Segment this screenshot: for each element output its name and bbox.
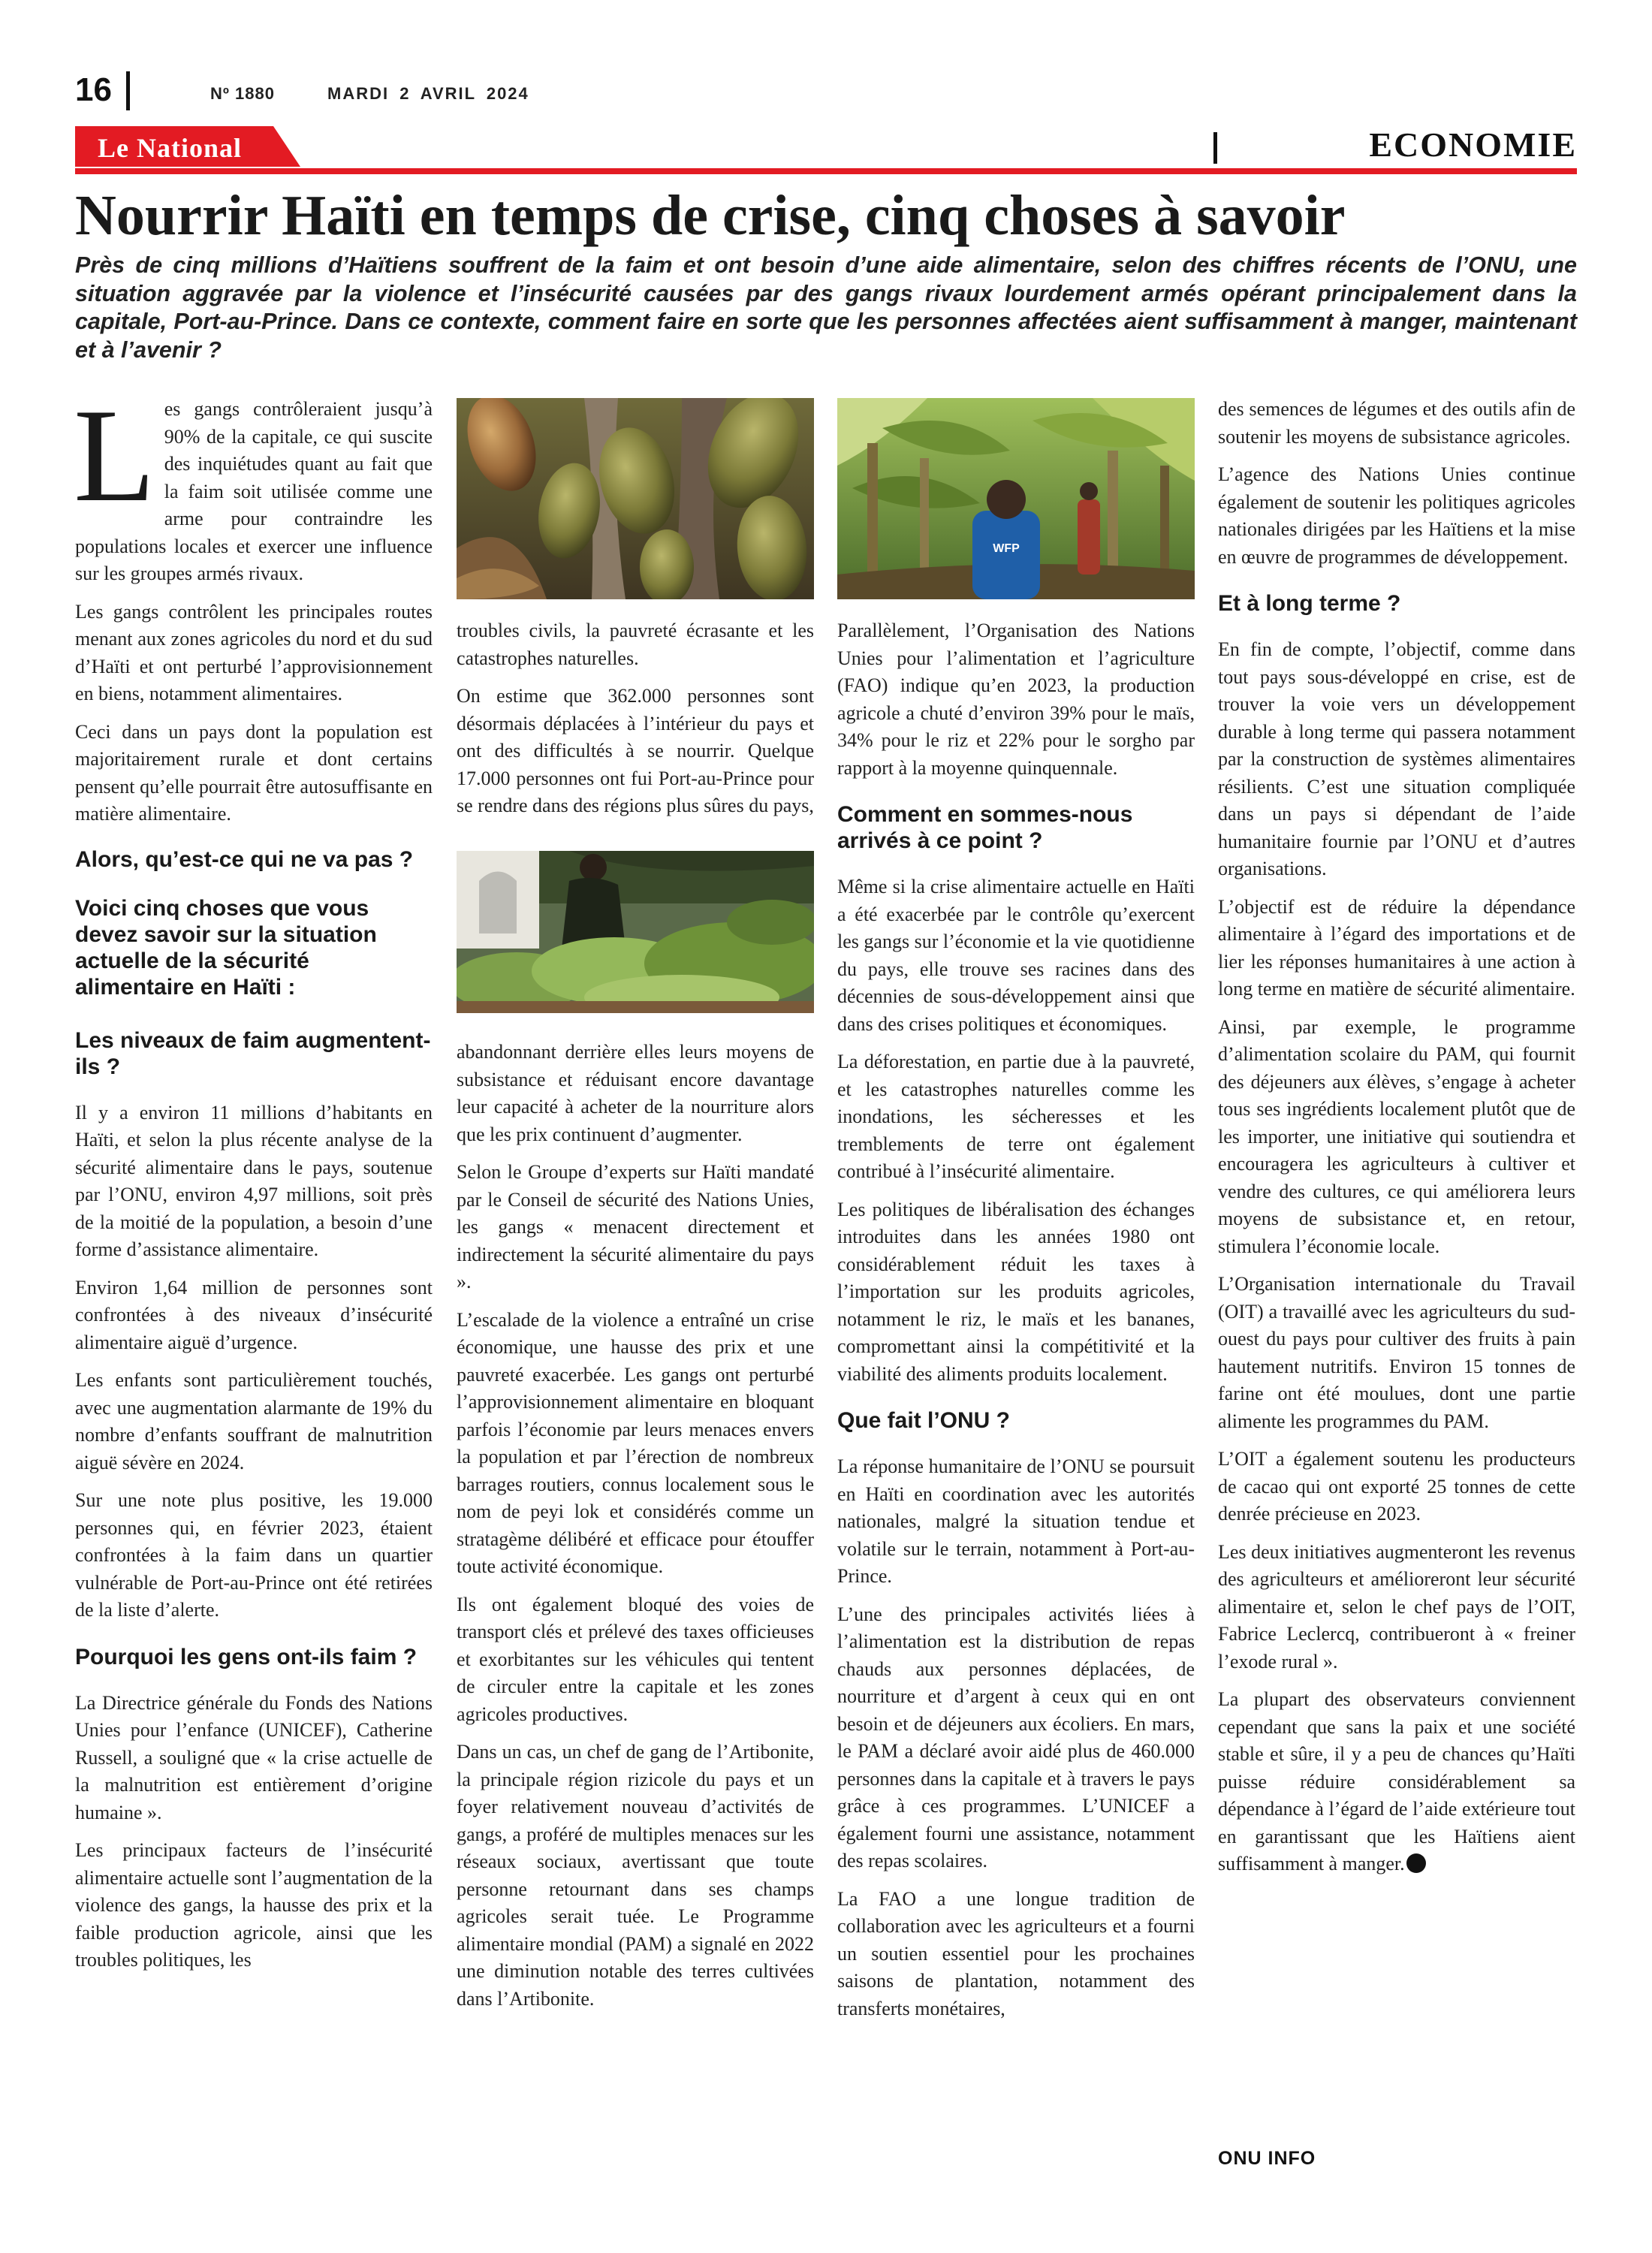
subheading: Que fait l’ONU ? — [837, 1408, 1011, 1433]
article-column-4 — [1218, 396, 1575, 1889]
header-divider — [126, 71, 130, 110]
paragraph: Les politiques de libéralisation des échanges introduites dans les années 1980 ont considérablement réduit les taxes à l’importation sur les produits agricoles, notamment le riz, le maïs et les bananes, compromettant ainsi la compétitivité et la viabilité des aliments produits localement. — [837, 1198, 1195, 1385]
paragraph: Dans un cas, un chef de gang de l’Artibonite, la principale région rizicole du pays et un foyer relativement nouveau d’activités de gangs, a proféré de multiples menaces sur les réseaux sociaux, avertissant que toute personne retournant dans ses champs agricoles serait tuée. Le Programme alimentaire mondial (PAM) a signalé en 2022 une diminution notable des terres cultivées dans l’Artibonite. — [457, 1741, 814, 2010]
subheading: Alors, qu’est-ce qui ne va pas ? — [75, 846, 414, 872]
paragraph: des semences de légumes et des outils afin de soutenir les moyens de subsistance agricoles. — [1218, 398, 1575, 448]
page-number: 16 — [75, 71, 112, 108]
subheading: Voici cinq choses que vous devez savoir sur la situation actuelle de la sécurité alimentaire en Haïti : — [75, 895, 377, 1000]
paragraph: Ceci dans un pays dont la population est majoritairement rurale et dont certains pensent qu’elle pourrait être autosuffisante en matière alimentaire. — [75, 720, 433, 825]
end-of-article-icon — [1406, 1853, 1426, 1873]
article-column-2-bottom — [457, 1039, 814, 2023]
drop-cap: L — [74, 381, 155, 529]
article-deck: Près de cinq millions d’Haïtiens souffrent de la faim et ont besoin d’une aide alimentaire, selon des chiffres récents de l’ONU, une situation aggravée par la violence et l’insécurité causées par des gangs rivaux lourdement armés opérant principalement dans la capitale, Port-au-Prince. Dans ce contexte, comment faire en sorte que les personnes affectées aient suffisamment à manger, maintenant et à l’avenir ? — [75, 252, 1577, 363]
paragraph: Sur une note plus positive, les 19.000 personnes qui, en février 2023, étaient confrontées à la faim dans un quartier vulnérable de Port-au-Prince ont été retirées de la liste d’alerte. — [75, 1489, 433, 1621]
paragraph: Les principaux facteurs de l’insécurité alimentaire actuelle sont l’augmentation de la violence des gangs, la hausse des prix et la faible production agricole, ainsi que les troubles politiques, les — [75, 1839, 433, 1971]
subheading: Comment en sommes-nous arrivés à ce point ? — [837, 802, 1133, 853]
paragraph: Ils ont également bloqué des voies de transport clés et prélevé des taxes officieuses et exorbitantes sur les véhicules qui tentent de circuler entre la capitale et les zones agricoles productives. — [457, 1593, 814, 1725]
subheading: Pourquoi les gens ont-ils faim ? — [75, 1644, 418, 1669]
paragraph: En fin de compte, l’objectif, comme dans tout pays sous-développé en crise, est de trouver la voie vers un développement durable à long terme qui passera notamment par la construction de systèmes alimentaires résilients. C’est une situation compliquée dans un pays si dépendant de l’aide humanitaire fournie par l’ONU et d’autres organisations. — [1218, 638, 1575, 879]
article-column-1 — [74, 381, 433, 1985]
paragraph: L’Organisation internationale du Travail (OIT) a travaillé avec les agriculteurs du sud-ouest du pays pour cultiver des fruits à pain hautement nutritifs. Environ 15 tonnes de farine ont été moulues, dont une partie alimente les programmes du PAM. — [1218, 1273, 1575, 1432]
issue-number: Nº 1880 — [210, 84, 275, 103]
issue-date: MARDI 2 AVRIL 2024 — [327, 84, 529, 103]
paragraph: On estime que 362.000 personnes sont désormais déplacées à l’intérieur du pays et ont des difficultés à se nourrir. Quelque 17.000 personnes ont fui Port-au-Prince pour se rendre dans des régions plus sûres du pays, — [457, 685, 814, 816]
paragraph: La réponse humanitaire de l’ONU se poursuit en Haïti en coordination avec les autorités nationales, malgré la situation tendue et volatile sur le terrain, notamment à Port-au-Prince. — [837, 1455, 1195, 1587]
paragraph — [74, 381, 433, 588]
article-credit: ONU INFO — [1218, 2148, 1316, 2169]
paragraph: Selon le Groupe d’experts sur Haïti mandaté par le Conseil de sécurité des Nations Unies, les gangs « menacent directement et indirectement la sécurité alimentaire du pays ». — [457, 1161, 814, 1292]
paragraph-text: es gangs contrôleraient jusqu’à 90% de la capitale, ce qui suscite des inquiétudes quant au fait que la faim soit utilisée comme une arme pour contraindre les populations locales et exercer une influence sur les groupes armés rivaux. — [75, 398, 433, 584]
paragraph: troubles civils, la pauvreté écrasante et les catastrophes naturelles. — [457, 620, 814, 669]
paragraph: abandonnant derrière elles leurs moyens de subsistance et réduisant encore davantage leur capacité à acheter de la nourriture alors que les prix continuent d’augmenter. — [457, 1041, 814, 1145]
paragraph: L’agence des Nations Unies continue également de soutenir les politiques agricoles nationales dirigées par les Haïtiens et la mise en œuvre de programmes de développement. — [1218, 463, 1575, 568]
paragraph: L’OIT a également soutenu les producteurs de cacao qui ont exporté 25 tonnes de cette denrée précieuse en 2023. — [1218, 1448, 1575, 1525]
paragraph: La FAO a une longue tradition de collaboration avec les agriculteurs et a fourni un soutien essentiel pour les prochaines saisons de plantation, notamment des transferts monétaires, — [837, 1887, 1195, 2019]
paragraph: Parallèlement, l’Organisation des Nations Unies pour l’alimentation et l’agriculture (FAO) indique qu’en 2023, la production agricole a chuté d’environ 39% pour le maïs, 34% pour le riz et 22% pour le sorgho par rapport à la moyenne quinquennale. — [837, 620, 1195, 779]
wfp-logo-text: WFP — [993, 542, 1020, 555]
paragraph-text: La plupart des observateurs conviennent cependant que sans la paix et une société stable et sûre, il y a peu de chances qu’Haïti puisse réduire considérablement sa dépendance à l’égard de l’aide extérieure tout en garantissant que les Haïtiens aient suffisamment à manger. — [1218, 1688, 1575, 1874]
produce-market-photo — [457, 851, 814, 1013]
paragraph: Les deux initiatives augmenteront les revenus des agriculteurs et amélioreront leur sécurité alimentaire et, selon le chef pays de l’OIT, Fabrice Leclercq, contribueront à « freiner l’exode rural ». — [1218, 1540, 1575, 1672]
paragraph: Les gangs contrôlent les principales routes menant aux zones agricoles du nord et du sud d’Haïti et ont perturbé l’approvisionnement en biens, notamment alimentaires. — [75, 600, 433, 704]
paragraph: Il y a environ 11 millions d’habitants en Haïti, et selon la plus récente analyse de la sécurité alimentaire dans le pays, soutenue par l’ONU, environ 4,97 millions, soit près de la moitié de la population, a besoin d’une forme d’assistance alimentaire. — [75, 1101, 433, 1260]
article-headline: Nourrir Haïti en temps de crise, cinq choses à savoir — [75, 184, 1346, 247]
subheading: Les niveaux de faim augmentent-ils ? — [75, 1027, 431, 1079]
paragraph: L’objectif est de réduire la dépendance alimentaire à l’égard des importations et de lier les réponses humanitaires à une action à long terme en matière de sécurité alimentaire. — [1218, 895, 1575, 1000]
section-divider — [1213, 132, 1217, 164]
paragraph: Les enfants sont particulièrement touchés, avec une augmentation alarmante de 19% du nombre d’enfants souffrant de malnutrition aiguë sévère en 2024. — [75, 1369, 433, 1473]
paragraph: La déforestation, en partie due à la pauvreté, et les catastrophes naturelles comme les inondations, les sécheresses et les tremblements de terre ont également contribué à l’insécurité alimentaire. — [837, 1051, 1195, 1182]
brand-name: Le National — [98, 133, 243, 163]
paragraph: Environ 1,64 million de personnes sont confrontées à des niveaux d’insécurité alimentaire aiguë d’urgence. — [75, 1276, 433, 1353]
article-column-2-top — [457, 617, 814, 831]
paragraph: Même si la crise alimentaire actuelle en Haïti a été exacerbée par le contrôle qu’exercent les gangs sur l’économie et la vie quotidienne du pays, elle trouve ses racines dans des décennies de sous-développement ainsi que dans des crises politiques et économiques. — [837, 876, 1195, 1035]
cocoa-pods-photo — [457, 398, 814, 599]
paragraph: L’escalade de la violence a entraîné un crise économique, une hausse des prix et une pauvreté exacerbée. Les gangs ont perturbé l’approvisionnement alimentaire en bloquant parfois l’économie par leurs menaces envers la population et par l’érection de nombreux barrages routiers, connus localement sous le nom de peyi lok et considérés comme un stratagème délibéré et efficace pour étouffer toute activité économique. — [457, 1308, 814, 1577]
banana-field-photo — [837, 398, 1195, 599]
article-column-3 — [837, 617, 1195, 2033]
paragraph — [1218, 1686, 1575, 1878]
paragraph: Ainsi, par exemple, le programme d’alimentation scolaire du PAM, qui fournit des déjeuners aux élèves, s’engage à acheter tous ses ingrédients localement plutôt que de les importer, une initiative qui soutiendra et encouragera les agriculteurs à cultiver et vendre des cultures, ce qui améliorera leurs moyens de subsistance et, en retour, stimulera l’économie locale. — [1218, 1015, 1575, 1257]
paragraph: La Directrice générale du Fonds des Nations Unies pour l’enfance (UNICEF), Catherine Russell, a souligné que « la crise actuelle de la malnutrition est entièrement d’origine humaine ». — [75, 1691, 433, 1823]
header-rule — [75, 168, 1577, 174]
section-title: ECONOMIE — [1369, 125, 1577, 164]
paragraph: L’une des principales activités liées à l’alimentation est la distribution de repas chauds aux personnes déplacées, de nourriture et d’argent à ceux qui en ont besoin et de déjeuners aux écoliers. En mars, le PAM a déclaré avoir aidé plus de 460.000 personnes dans la capitale et à travers le pays grâce à ces programmes. L’UNICEF a également fourni une assistance, notamment des repas scolaires. — [837, 1603, 1195, 1871]
subheading: Et à long terme ? — [1218, 591, 1401, 616]
